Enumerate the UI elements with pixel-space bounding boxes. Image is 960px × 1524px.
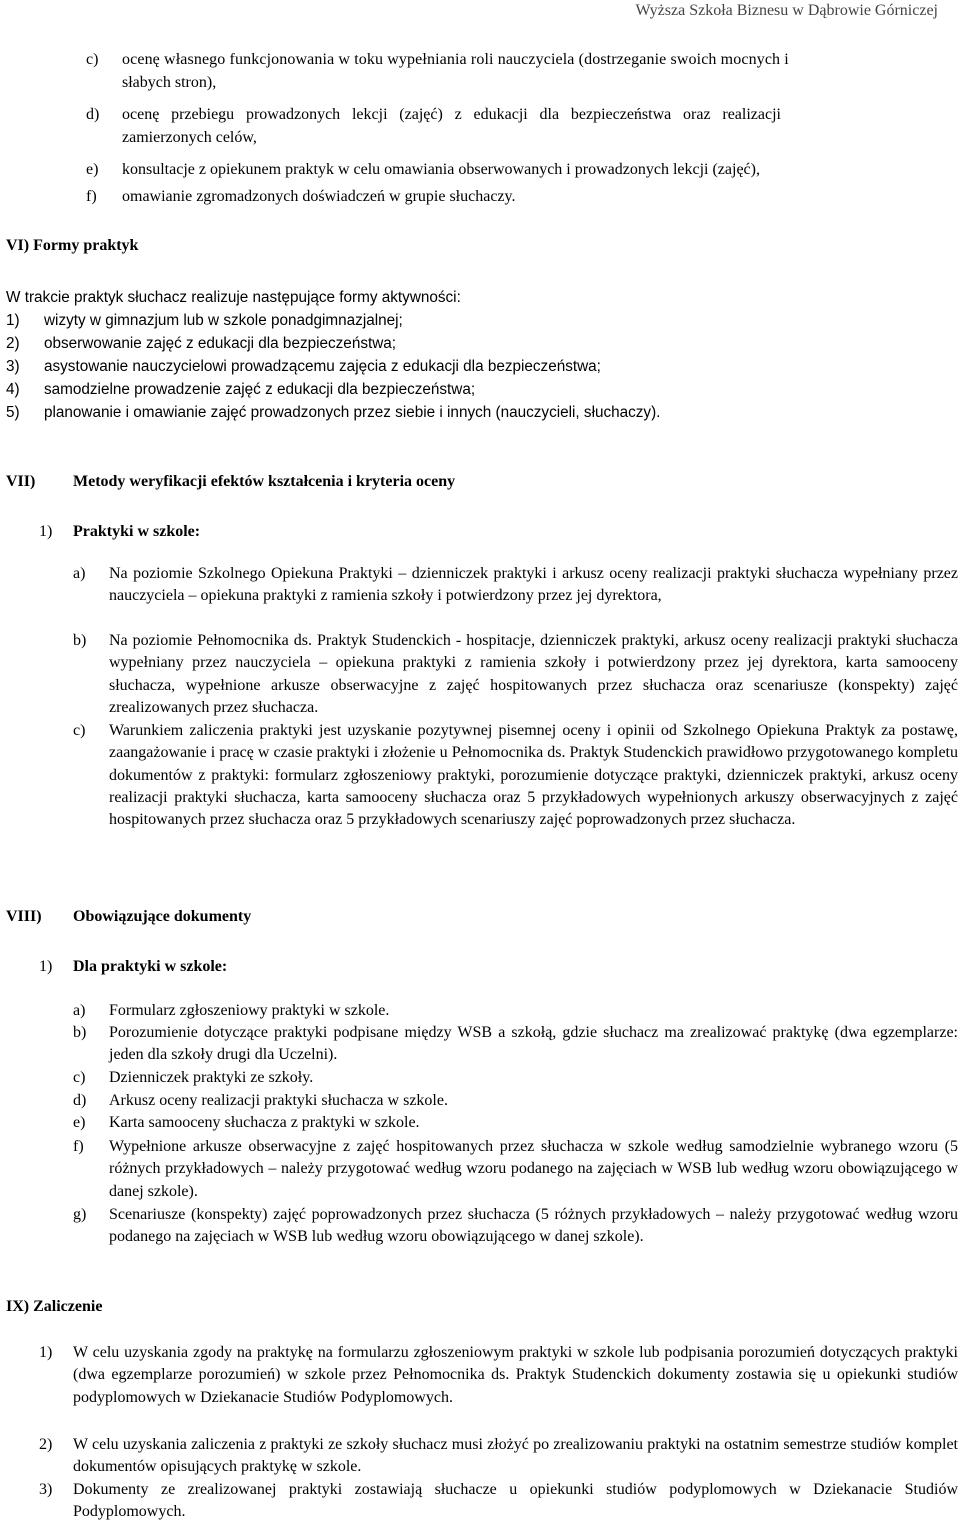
list-label: a) [73, 565, 86, 582]
list-label: g) [73, 1206, 87, 1223]
list-label: c) [73, 1069, 86, 1086]
list-item [73, 720, 958, 831]
list-item-text: ocenę własnego funkcjonowania w toku wypełniania roli nauczyciela (dostrzeganie swoich mocnych i [122, 51, 789, 68]
list-item-text: W celu uzyskania zaliczenia z praktyki ze szkoły słuchacz musi złożyć po zrealizowaniu praktyki na ostatnim semestrze studiów komplet dokumentów opisujących praktykę w szkole. [73, 1436, 958, 1476]
list-label: f) [73, 1138, 84, 1155]
list-label: d) [73, 1092, 87, 1109]
list-label: 3) [6, 358, 20, 375]
list-item [73, 1112, 958, 1134]
list-item-text: Karta samooceny słuchacza z praktyki w szkole. [109, 1114, 420, 1131]
list-item-text: Warunkiem zaliczenia praktyki jest uzyskanie pozytywnej pisemnej oceny i opinii od Szkolnego Opiekuna Praktyk za postawę, zaangażowanie i pracę w czasie praktyki i złożenie u Pełnomocnika ds. Praktyk Studenckich prawidłowo przygotowanego kompletu dokumentów z praktyki: formularz zgłoszeniowy praktyki, porozumienie dotyczące praktyki, dzienniczek praktyki, arkusz oceny realizacji praktyki słuchacza, karta samooceny słuchacza oraz 5 przykładowych wypełnionych arkuszy obserwacyjnych z zajęć hospitowanych przez słuchacza oraz 5 przykładowych scenariuszy zajęć poprowadzonych przez słuchacza. [109, 722, 958, 829]
subsection-heading: Dla praktyki w szkole: [73, 958, 228, 975]
list-label: 5) [6, 404, 20, 421]
list-label: 2) [6, 335, 20, 352]
list-item [39, 1479, 958, 1524]
list-label: c) [86, 51, 99, 68]
list-item [73, 1136, 958, 1203]
list-item [73, 563, 958, 608]
list-item-text: zamierzonych celów, [122, 129, 257, 146]
list-item-text: Na poziomie Szkolnego Opiekuna Praktyki – dzienniczek praktyki i arkusz oceny realizacji praktyki słuchacza wypełniany przez nauczyciela – opiekuna praktyki z ramienia szkoły i potwierdzony przez jej dyrektora, [109, 565, 958, 605]
list-item-text: Porozumienie dotyczące praktyki podpisane między WSB a szkołą, gdzie słuchacz ma zrealizować praktykę (dwa egzemplarze: jeden dla szkoły drugi dla Uczelni). [109, 1024, 958, 1064]
list-label: 4) [6, 381, 20, 398]
list-item-text: Dzienniczek praktyki ze szkoły. [109, 1069, 314, 1086]
section-intro: W trakcie praktyk słuchacz realizuje następujące formy aktywności: [6, 289, 461, 306]
section-heading-vi: VI) Formy praktyk [6, 237, 139, 254]
list-item [73, 630, 958, 719]
list-item-text: ocenę przebiegu prowadzonych lekcji (zajęć) z edukacji dla bezpieczeństwa oraz realizacji [122, 106, 781, 123]
document-header: Wyższa Szkoła Biznesu w Dąbrowie Górniczej [635, 2, 938, 19]
list-item [73, 1022, 958, 1067]
list-item-text: Scenariusze (konspekty) zajęć poprowadzonych przez słuchacza (5 różnych przykładowych – należy przygotować według wzoru podanego na zajęciach w WSB lub według wzoru obowiązującego w danej szkole). [109, 1206, 958, 1246]
section-heading-ix: IX) Zaliczenie [6, 1298, 103, 1315]
list-item-text: konsultacje z opiekunem praktyk w celu omawiania obserwowanych i prowadzonych lekcji (zajęć), [122, 161, 760, 178]
list-item-text: omawianie zgromadzonych doświadczeń w grupie słuchaczy. [122, 188, 516, 205]
list-label: e) [86, 161, 99, 178]
list-item-text: Formularz zgłoszeniowy praktyki w szkole. [109, 1002, 390, 1019]
list-label: b) [73, 1024, 87, 1041]
list-item-text: samodzielne prowadzenie zajęć z edukacji dla bezpieczeństwa; [44, 381, 476, 398]
subsection-heading: Praktyki w szkole: [73, 523, 201, 540]
list-label: e) [73, 1114, 86, 1131]
list-label: f) [86, 188, 97, 205]
subsection-number: 1) [39, 958, 53, 975]
list-item-text: Na poziomie Pełnomocnika ds. Praktyk Studenckich - hospitacje, dzienniczek praktyki, arkusz oceny realizacji praktyki słuchacza wypełniany przez nauczyciela – opiekuna praktyki z ramienia szkoły i potwierdzony przez jej dyrektora, karta samooceny słuchacza, wypełnione arkusze obserwacyjne z zajęć hospitowanych przez słuchacza oraz scenariusze (konspekty) zajęć zrealizowanych przez słuchacza. [109, 632, 958, 716]
list-label: 2) [39, 1436, 53, 1453]
list-label: c) [73, 722, 86, 739]
list-item-text: W celu uzyskania zgody na praktykę na formularzu zgłoszeniowym praktyki w szkole lub podpisania porozumień dotyczących praktyki (dwa egzemplarze porozumień) w szkole przez Pełnomocnika ds. Praktyk Studenckich dokumenty zostawia się u opiekunki studiów podyplomowych w Dziekanacie Studiów Podyplomowych. [73, 1344, 958, 1406]
list-label: a) [73, 1002, 86, 1019]
section-number-viii: VIII) [6, 908, 42, 925]
list-item-text: Wypełnione arkusze obserwacyjne z zajęć hospitowanych przez słuchacza w szkole według samodzielnie wybranego wzoru (5 różnych przykładowych – należy przygotować według wzoru podanego na zajęciach w WSB lub według wzoru obowiązującego w danej szkole). [109, 1138, 958, 1200]
list-item-text: Arkusz oceny realizacji praktyki słuchacza w szkole. [109, 1092, 448, 1109]
list-item [73, 1000, 958, 1022]
list-item-text: słabych stron), [122, 74, 217, 91]
section-heading-vii: Metody weryfikacji efektów kształcenia i kryteria oceny [73, 473, 456, 490]
subsection-number: 1) [39, 523, 53, 540]
list-item [39, 1342, 958, 1409]
list-item-text: Dokumenty ze zrealizowanej praktyki zostawiają słuchacze u opiekunki studiów podyplomowych w Dziekanacie Studiów Podyplomowych. [73, 1481, 958, 1521]
list-item [39, 1434, 958, 1479]
list-item-text: asystowanie nauczycielowi prowadzącemu zajęcia z edukacji dla bezpieczeństwa; [44, 358, 601, 375]
list-item-text: planowanie i omawianie zajęć prowadzonych przez siebie i innych (nauczycieli, słuchaczy). [44, 404, 661, 421]
list-label: 1) [39, 1344, 53, 1361]
list-item [73, 1204, 958, 1249]
list-item [73, 1090, 958, 1112]
list-item-text: wizyty w gimnazjum lub w szkole ponadgimnazjalnej; [44, 312, 403, 329]
list-label: 1) [6, 312, 20, 329]
section-number-vii: VII) [6, 473, 36, 490]
list-item [73, 1067, 958, 1089]
list-label: 3) [39, 1481, 53, 1498]
list-item-text: obserwowanie zajęć z edukacji dla bezpieczeństwa; [44, 335, 397, 352]
list-label: b) [73, 632, 87, 649]
section-heading-viii: Obowiązujące dokumenty [73, 908, 252, 925]
list-label: d) [86, 106, 100, 123]
